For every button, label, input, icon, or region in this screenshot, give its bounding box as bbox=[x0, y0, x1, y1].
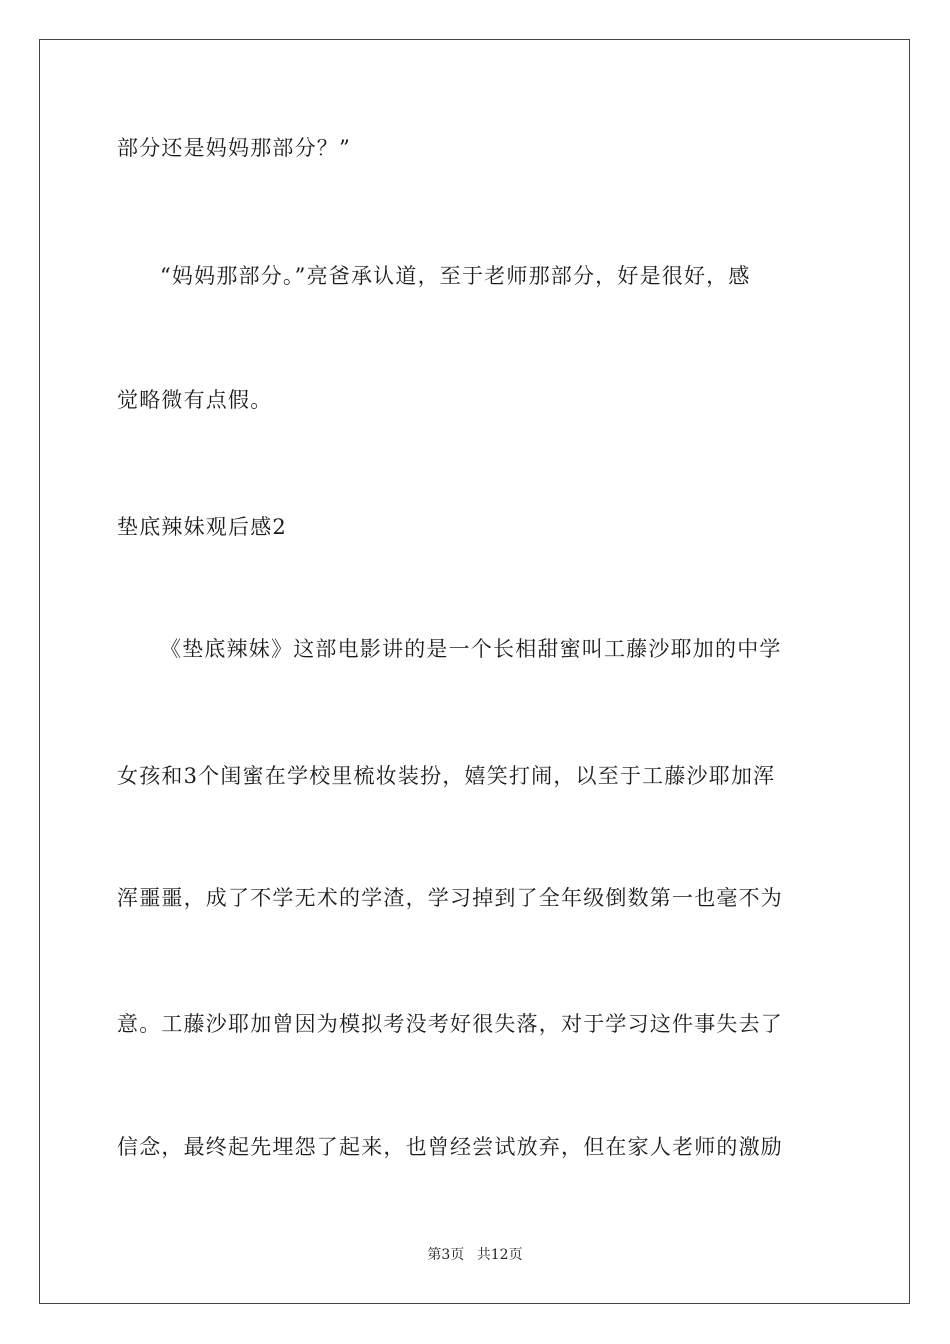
body-text-line: 女孩和3个闺蜜在学校里梳妆装扮，嬉笑打闹，以至于工藤沙耶加浑 bbox=[117, 764, 776, 788]
page-footer bbox=[0, 1244, 950, 1264]
body-text-line: 部分还是妈妈那部分？” bbox=[117, 136, 351, 160]
page-total: 共12页 bbox=[476, 1247, 523, 1263]
body-text-line: 信念，最终起先埋怨了起来，也曾经尝试放弃，但在家人老师的激励 bbox=[117, 1135, 783, 1159]
page-border bbox=[39, 39, 910, 1304]
body-text-line: 觉略微有点假。 bbox=[117, 388, 273, 412]
body-text-line: 《垫底辣妹》这部电影讲的是一个长相甜蜜叫工藤沙耶加的中学 bbox=[160, 637, 782, 661]
body-text-line: 浑噩噩，成了不学无术的学渣，学习掉到了全年级倒数第一也毫不为 bbox=[117, 886, 783, 910]
body-text-line: “妈妈那部分。”亮爸承认道，至于老师那部分，好是很好，感 bbox=[160, 264, 751, 288]
page-number: 第3页 bbox=[427, 1247, 465, 1263]
section-heading: 垫底辣妹观后感2 bbox=[117, 515, 287, 539]
body-text-line: 意。工藤沙耶加曾因为模拟考没考好很失落，对于学习这件事失去了 bbox=[117, 1012, 783, 1036]
